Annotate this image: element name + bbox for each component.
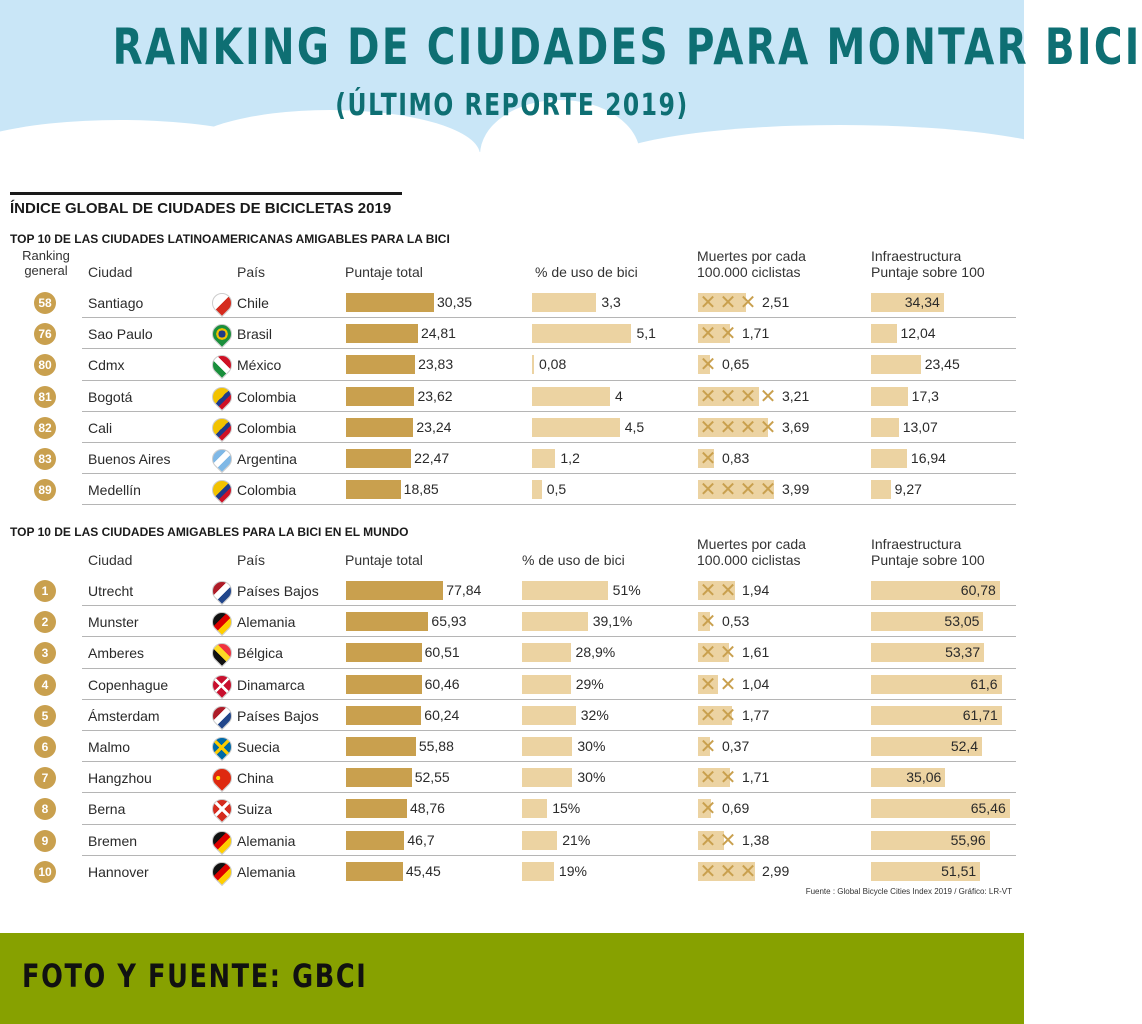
bike-use-bar <box>522 643 571 662</box>
column-header-infra-line1: Infraestructura <box>871 536 962 552</box>
bike-use-value: 5,1 <box>636 325 656 342</box>
deaths-value: 0,69 <box>722 800 750 817</box>
infra-value: 51,51 <box>941 862 977 879</box>
belgium-flag-icon <box>208 639 236 667</box>
column-header-deaths-line2: 100.000 ciclistas <box>697 264 801 280</box>
score-bar <box>346 418 413 437</box>
infra-bar <box>871 355 921 374</box>
mexico-flag-icon <box>208 351 236 379</box>
score-value: 23,83 <box>418 356 454 373</box>
deaths-value: 0,53 <box>722 613 750 630</box>
infra-bar <box>871 387 908 406</box>
column-header-score: Puntaje total <box>345 552 423 568</box>
deaths-marks <box>698 580 738 600</box>
rank-badge: 1 <box>34 580 56 602</box>
infra-value: 17,3 <box>911 387 939 404</box>
score-bar <box>346 355 415 374</box>
score-value: 60,24 <box>424 706 460 723</box>
country-name: Países Bajos <box>237 707 319 724</box>
infra-bar <box>871 418 899 437</box>
deaths-value: 0,83 <box>722 450 750 466</box>
deaths-value: 1,71 <box>742 325 770 342</box>
infra-value: 55,96 <box>950 831 986 848</box>
cross-icon: ✕ <box>699 609 717 634</box>
heading-rule <box>10 192 402 195</box>
score-value: 48,76 <box>409 800 445 817</box>
bike-use-value: 15% <box>552 800 581 817</box>
country-name: Suecia <box>237 739 280 755</box>
main-heading: ÍNDICE GLOBAL DE CIUDADES DE BICICLETAS 2019 <box>10 200 392 217</box>
city-name: Medellín <box>88 482 141 499</box>
score-bar <box>346 581 443 600</box>
table-row <box>0 412 1024 443</box>
infra-value: 65,46 <box>970 800 1006 817</box>
netherlands-flag-icon <box>208 577 236 605</box>
cross-icon: ✕ <box>699 827 717 852</box>
deaths-value: 1,04 <box>742 675 770 692</box>
cross-icon: ✕ <box>699 796 717 821</box>
bike-use-bar <box>522 706 576 725</box>
bike-use-value: 28,9% <box>575 644 616 661</box>
country-name: Argentina <box>237 451 297 467</box>
cross-icon: ✕ <box>699 734 717 758</box>
table-row <box>0 606 1024 637</box>
table-row <box>0 731 1024 762</box>
rank-badge: 89 <box>34 479 56 501</box>
deaths-marks <box>698 292 758 312</box>
column-header-deaths-line1: Muertes por cada <box>697 536 806 552</box>
rank-badge: 83 <box>34 448 56 470</box>
brazil-flag-icon <box>208 320 236 348</box>
table-row <box>0 669 1024 700</box>
score-value: 60,51 <box>424 644 460 661</box>
column-header-infra-line2: Puntaje sobre 100 <box>871 552 985 568</box>
country-name: Alemania <box>237 832 296 849</box>
city-name: Malmo <box>88 739 131 755</box>
cross-icon: ✕ <box>719 671 737 696</box>
bike-use-value: 0,5 <box>546 481 567 498</box>
deaths-marks <box>698 414 778 439</box>
switzerland-flag-icon <box>208 795 236 823</box>
score-value: 30,35 <box>437 294 473 310</box>
bike-use-value: 39,1% <box>592 613 633 630</box>
deaths-marks <box>698 609 718 634</box>
score-bar <box>346 831 404 850</box>
table-row <box>0 474 1024 505</box>
city-name: Utrecht <box>88 583 134 599</box>
city-name: Copenhague <box>88 676 169 693</box>
germany-flag-icon <box>208 826 236 854</box>
country-name: Dinamarca <box>237 676 305 693</box>
column-header-city: Ciudad <box>88 552 133 568</box>
score-bar <box>346 675 422 694</box>
infra-value: 16,94 <box>910 450 946 466</box>
china-flag-icon <box>208 764 236 792</box>
city-name: Bremen <box>88 832 138 849</box>
cross-icon: ✕ <box>719 414 737 439</box>
bike-use-bar <box>522 612 588 631</box>
score-value: 60,46 <box>424 675 460 692</box>
footer-banner <box>0 933 1024 1024</box>
deaths-marks <box>698 448 718 468</box>
cross-icon: ✕ <box>739 290 757 314</box>
country-name: Colombia <box>237 388 297 405</box>
city-name: Hangzhou <box>88 770 152 787</box>
country-name: Colombia <box>237 419 297 436</box>
rank-badge: 3 <box>34 642 56 664</box>
denmark-flag-icon <box>208 670 236 698</box>
bike-use-value: 32% <box>580 706 609 723</box>
header-banner <box>0 0 1142 152</box>
infra-value: 13,07 <box>902 418 938 435</box>
cross-icon: ✕ <box>739 383 757 408</box>
cross-icon: ✕ <box>699 477 717 502</box>
score-bar <box>346 643 422 662</box>
city-name: Bogotá <box>88 388 133 405</box>
cross-icon: ✕ <box>759 383 777 408</box>
cross-icon: ✕ <box>719 477 737 502</box>
rank-badge: 8 <box>34 798 56 820</box>
table-row <box>0 762 1024 793</box>
country-name: Brasil <box>237 326 273 343</box>
country-name: Alemania <box>237 863 296 880</box>
infra-value: 12,04 <box>900 325 936 342</box>
deaths-value: 1,71 <box>742 769 770 786</box>
deaths-value: 1,38 <box>742 831 770 848</box>
deaths-marks <box>698 827 738 852</box>
score-value: 24,81 <box>420 325 456 342</box>
cross-icon: ✕ <box>699 321 717 346</box>
deaths-marks <box>698 671 738 696</box>
bike-use-bar <box>522 799 547 818</box>
rank-badge: 7 <box>34 767 56 789</box>
deaths-value: 3,99 <box>782 481 810 498</box>
column-header-rank: Ranking general <box>22 248 70 278</box>
rank-badge: 58 <box>34 292 56 314</box>
netherlands-flag-icon <box>208 702 236 730</box>
deaths-value: 1,94 <box>742 582 770 598</box>
cross-icon: ✕ <box>699 765 717 790</box>
score-value: 46,7 <box>407 831 435 848</box>
rank-badge: 82 <box>34 417 56 439</box>
city-name: Cdmx <box>88 357 125 374</box>
table-row <box>0 287 1024 318</box>
bike-use-bar <box>522 768 572 787</box>
rank-badge: 2 <box>34 611 56 633</box>
rank-badge: 81 <box>34 386 56 408</box>
cross-icon: ✕ <box>719 321 737 346</box>
score-value: 23,24 <box>416 418 452 435</box>
cross-icon: ✕ <box>699 640 717 665</box>
column-header-infra-line2: Puntaje sobre 100 <box>871 264 985 280</box>
bike-use-value: 3,3 <box>601 294 621 310</box>
rank-badge: 5 <box>34 705 56 727</box>
cross-icon: ✕ <box>739 858 757 883</box>
chile-flag-icon <box>208 289 236 317</box>
rank-badge: 9 <box>34 830 56 852</box>
cloud-shape <box>600 125 1080 205</box>
score-bar <box>346 768 412 787</box>
score-bar <box>346 387 414 406</box>
country-name: Países Bajos <box>237 583 319 599</box>
score-value: 77,84 <box>446 582 482 598</box>
cross-icon: ✕ <box>699 671 717 696</box>
deaths-marks <box>698 796 718 821</box>
city-name: Hannover <box>88 863 149 880</box>
score-value: 55,88 <box>418 738 454 754</box>
deaths-marks <box>698 352 718 377</box>
table-row <box>0 637 1024 668</box>
germany-flag-icon <box>208 608 236 636</box>
column-header-deaths-line1: Muertes por cada <box>697 248 806 264</box>
bike-use-bar <box>522 581 608 600</box>
rank-badge: 10 <box>34 861 56 883</box>
city-name: Berna <box>88 801 126 818</box>
rank-badge: 80 <box>34 354 56 376</box>
score-value: 52,55 <box>414 769 450 786</box>
deaths-value: 3,21 <box>782 387 810 404</box>
country-name: Alemania <box>237 614 296 631</box>
cross-icon: ✕ <box>719 383 737 408</box>
score-bar <box>346 612 428 631</box>
deaths-value: 3,69 <box>782 418 810 435</box>
bike-use-bar <box>532 387 610 406</box>
cross-icon: ✕ <box>699 414 717 439</box>
table-row <box>0 575 1024 606</box>
cross-icon: ✕ <box>699 858 717 883</box>
infra-value: 52,4 <box>950 738 979 754</box>
score-bar <box>346 480 401 499</box>
score-bar <box>346 449 411 468</box>
deaths-value: 0,37 <box>722 738 750 754</box>
deaths-marks <box>698 858 758 883</box>
city-name: Sao Paulo <box>88 326 153 343</box>
bike-use-value: 0,08 <box>539 356 567 373</box>
germany-flag-icon <box>208 858 236 886</box>
column-header-bike-use: % de uso de bici <box>535 264 638 280</box>
footer-text: FOTO Y FUENTE: GBCI <box>22 957 368 995</box>
deaths-value: 1,77 <box>742 706 770 723</box>
bike-use-bar <box>532 324 631 343</box>
deaths-value: 2,51 <box>762 294 790 310</box>
deaths-marks <box>698 702 738 727</box>
cross-icon: ✕ <box>759 414 777 439</box>
country-name: China <box>237 770 274 787</box>
bike-use-bar <box>532 293 596 312</box>
rank-badge: 4 <box>34 674 56 696</box>
cross-icon: ✕ <box>699 290 717 314</box>
cross-icon: ✕ <box>699 383 717 408</box>
infra-value: 34,34 <box>904 294 940 310</box>
bike-use-value: 30% <box>577 769 606 786</box>
infra-value: 61,6 <box>970 675 998 692</box>
cross-icon: ✕ <box>719 702 737 727</box>
score-bar <box>346 862 403 881</box>
colombia-flag-icon <box>208 382 236 410</box>
cloud-shape <box>180 110 480 200</box>
score-value: 45,45 <box>405 862 441 879</box>
bike-use-value: 51% <box>612 582 641 598</box>
table-row <box>0 793 1024 824</box>
cross-icon: ✕ <box>719 858 737 883</box>
table-row <box>0 825 1024 856</box>
deaths-marks <box>698 765 738 790</box>
city-name: Munster <box>88 614 139 631</box>
deaths-value: 2,99 <box>762 862 790 879</box>
table-row <box>0 856 1024 887</box>
infra-bar <box>871 480 891 499</box>
cross-icon: ✕ <box>719 290 737 314</box>
bike-use-bar <box>522 737 572 756</box>
score-bar <box>346 324 418 343</box>
colombia-flag-icon <box>208 414 236 442</box>
source-note: Fuente : Global Bicycle Cities Index 2019 / Gráfico: LR-VT <box>805 887 1012 896</box>
country-name: Chile <box>237 295 269 311</box>
score-value: 18,85 <box>403 481 439 498</box>
score-bar <box>346 293 434 312</box>
bike-use-bar <box>522 831 557 850</box>
deaths-value: 0,65 <box>722 356 750 373</box>
country-name: México <box>237 357 282 374</box>
infra-value: 60,78 <box>960 582 996 598</box>
country-name: Suiza <box>237 801 273 818</box>
rank-badge: 6 <box>34 736 56 758</box>
country-name: Bélgica <box>237 645 283 662</box>
column-header-bike-use: % de uso de bici <box>522 552 625 568</box>
infra-value: 53,05 <box>944 613 980 630</box>
bike-use-bar <box>522 862 554 881</box>
cross-icon: ✕ <box>759 477 777 502</box>
argentina-flag-icon <box>208 445 236 473</box>
bike-use-value: 21% <box>562 831 591 848</box>
deaths-marks <box>698 640 738 665</box>
sweden-flag-icon <box>208 733 236 761</box>
section-heading: TOP 10 DE LAS CIUDADES AMIGABLES PARA LA BICI EN EL MUNDO <box>10 525 409 539</box>
column-header-infra-line1: Infraestructura <box>871 248 962 264</box>
cross-icon: ✕ <box>719 640 737 665</box>
city-name: Cali <box>88 419 113 436</box>
cross-icon: ✕ <box>699 352 717 377</box>
table-row <box>0 700 1024 731</box>
cross-icon: ✕ <box>719 578 737 602</box>
deaths-marks <box>698 383 778 408</box>
bike-use-value: 19% <box>558 862 587 879</box>
score-value: 22,47 <box>414 450 450 466</box>
column-header-deaths-line2: 100.000 ciclistas <box>697 552 801 568</box>
infra-bar <box>871 449 907 468</box>
city-name: Ámsterdam <box>88 707 160 724</box>
infra-value: 23,45 <box>924 356 960 373</box>
bike-use-bar <box>532 355 534 374</box>
section-heading: TOP 10 DE LAS CIUDADES LATINOAMERICANAS AMIGABLES PARA LA BICI <box>10 232 450 246</box>
infra-value: 35,06 <box>906 769 942 786</box>
score-bar <box>346 737 416 756</box>
cross-icon: ✕ <box>739 414 757 439</box>
bike-use-bar <box>522 675 571 694</box>
cross-icon: ✕ <box>699 446 717 470</box>
infra-bar <box>871 324 897 343</box>
bike-use-value: 4,5 <box>624 418 645 435</box>
score-bar <box>346 706 421 725</box>
infra-value: 61,71 <box>962 706 998 723</box>
city-name: Amberes <box>88 645 145 662</box>
page-title: RANKING DE CIUDADES PARA MONTAR BICI <box>112 18 1142 76</box>
bike-use-value: 30% <box>577 738 606 754</box>
score-value: 23,62 <box>417 387 453 404</box>
cross-icon: ✕ <box>739 477 757 502</box>
column-header-country: País <box>237 552 266 568</box>
table-row <box>0 318 1024 349</box>
deaths-marks <box>698 477 778 502</box>
deaths-marks <box>698 736 718 756</box>
bike-use-value: 4 <box>615 387 623 404</box>
city-name: Buenos Aires <box>88 451 171 467</box>
country-name: Colombia <box>237 482 297 499</box>
column-header-city: Ciudad <box>88 264 133 280</box>
score-bar <box>346 799 407 818</box>
column-header-country: País <box>237 264 266 280</box>
cross-icon: ✕ <box>719 765 737 790</box>
infra-value: 9,27 <box>894 481 922 498</box>
score-value: 65,93 <box>431 613 467 630</box>
column-header-score: Puntaje total <box>345 264 423 280</box>
bike-use-bar <box>532 418 620 437</box>
rank-badge: 76 <box>34 323 56 345</box>
table-row <box>0 349 1024 380</box>
row-divider <box>82 504 1016 505</box>
table-row <box>0 443 1024 474</box>
table-row <box>0 381 1024 412</box>
page-subtitle: (ÚLTIMO REPORTE 2019) <box>335 88 689 123</box>
bike-use-value: 1,2 <box>560 450 580 466</box>
colombia-flag-icon <box>208 476 236 504</box>
bike-use-bar <box>532 480 542 499</box>
deaths-value: 1,61 <box>742 644 770 661</box>
bike-use-bar <box>532 449 555 468</box>
cross-icon: ✕ <box>719 827 737 852</box>
bike-use-value: 29% <box>575 675 604 692</box>
deaths-marks <box>698 321 738 346</box>
cross-icon: ✕ <box>699 578 717 602</box>
cross-icon: ✕ <box>699 702 717 727</box>
city-name: Santiago <box>88 295 144 311</box>
infra-value: 53,37 <box>945 644 981 661</box>
